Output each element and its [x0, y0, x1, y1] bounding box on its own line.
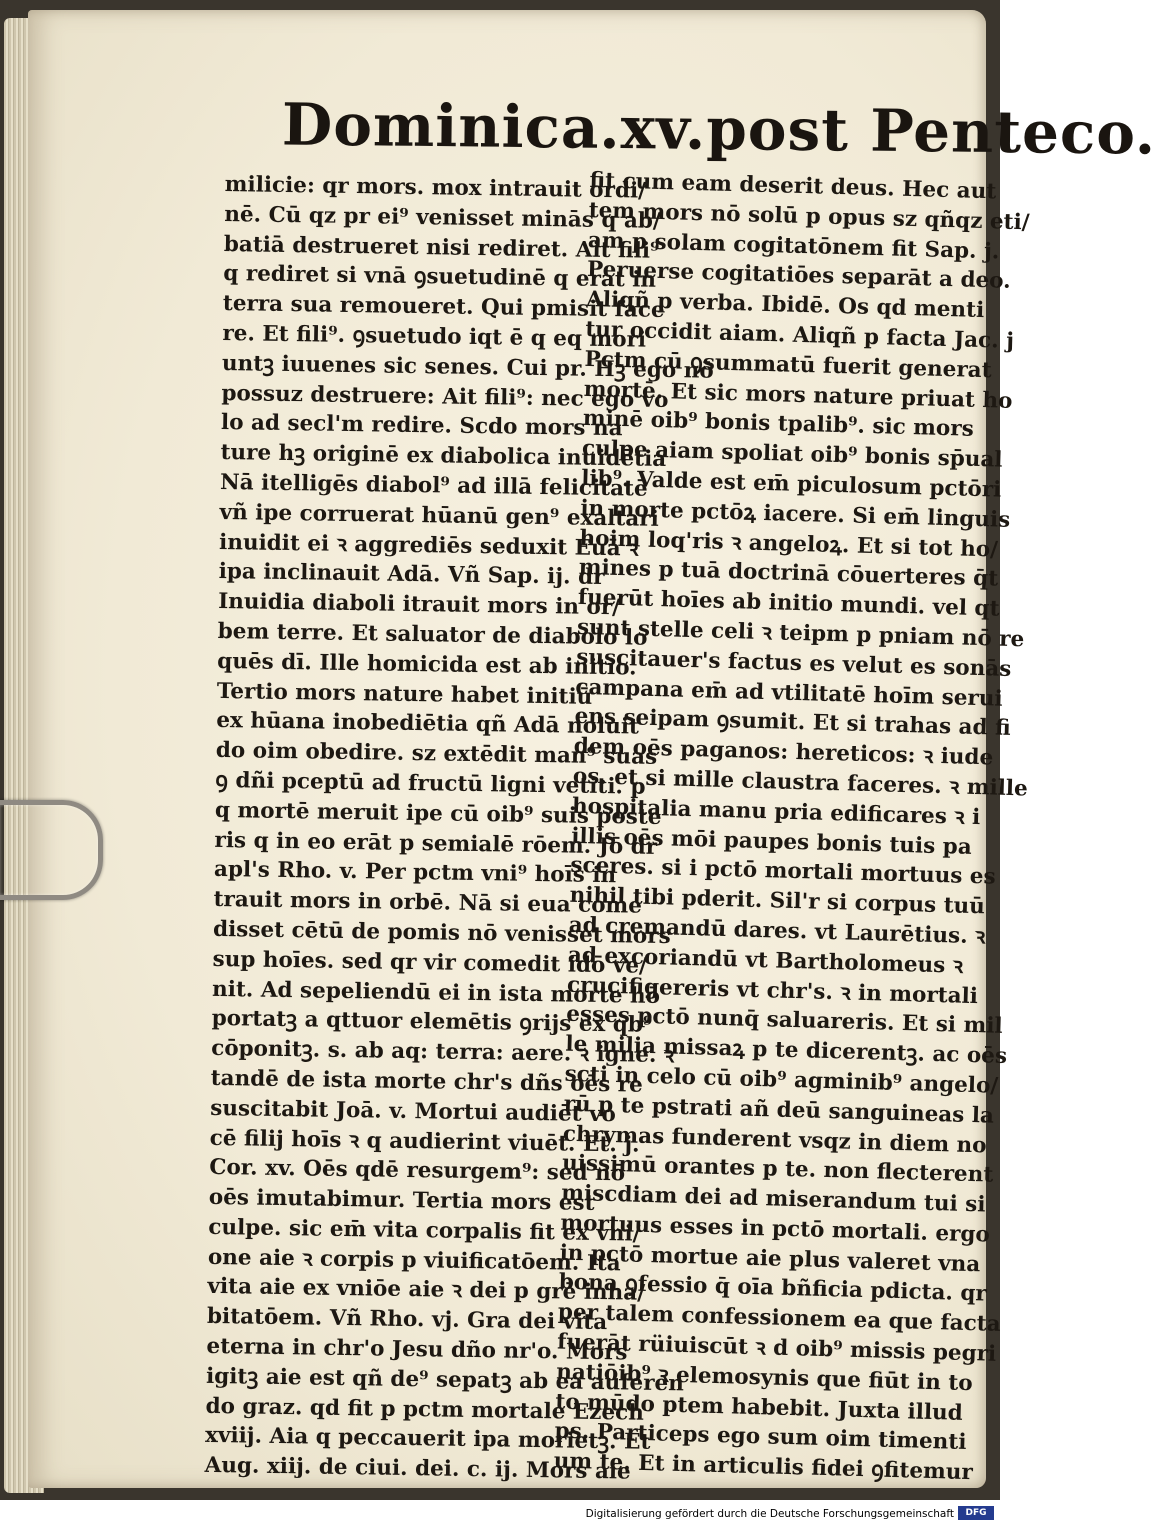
text-line: q rediret si vnā ꝯsuetudinē q erat in — [223, 261, 657, 294]
text-line: bem terre. Et saluator de diabolo lo — [217, 618, 648, 651]
text-line: hoim loq'ris ꝛ angeloꝝ. Et si tot ho/ — [579, 525, 999, 563]
text-line: Aug. xiij. de ciui. dei. c. ij. Mors aie — [204, 1453, 631, 1485]
text-line: tur occidit aiam. Aliqñ p facta Jac. j — [585, 316, 1015, 354]
text-line: vñ ipe corruerat hūanū gen⁹ exaltari — [219, 499, 659, 532]
text-line: fuerūt hoīes ab initio mundi. vel qt — [577, 584, 1000, 622]
text-line: ps. Particeps ego sum oim timenti — [554, 1418, 967, 1456]
text-line: nit. Ad sepeliendū ei in ista morte hō — [211, 976, 661, 1009]
dfg-logo: DFG — [958, 1506, 994, 1520]
text-line: tandē de ista morte chr's dñs oēs re — [210, 1065, 643, 1098]
text-line: ens seipam ꝯsumit. Et si trahas ad fi — [574, 704, 1012, 742]
text-line: ad excoriandū vt Bartholomeus ꝛ — [567, 942, 964, 979]
text-line: ad cremandū dares. vt Laurētius. ꝛ — [568, 912, 986, 950]
text-line: rū p te pstrati añ deū sanguineas la — [563, 1091, 995, 1129]
text-line: esses pctō nunq̄ saluareris. Et si mil — [565, 1001, 1003, 1040]
text-line: mortē. Et sic mors nature priuat ho — [583, 376, 1013, 414]
text-line: disset cētū de pomis nō venisset mors — [212, 916, 671, 950]
left-column — [204, 170, 714, 1487]
text-line: bona ꝯfessio q̄ oīa bñficia pdicta. qr — [558, 1270, 988, 1307]
text-line: suscitabit Joā. v. Mortui audiēt vo — [210, 1095, 617, 1127]
text-line: Peruerse cogitatiōes separāt a deo. — [586, 257, 1011, 295]
text-line: one aie ꝛ corpis p viuificatōem. Ita — [207, 1244, 621, 1277]
text-line: lib⁹. Valde est em̄ piculosum pctōri — [580, 465, 1002, 503]
text-line: terra sua remoueret. Qui pmisit face — [222, 291, 665, 324]
text-line: ipa inclinauit Adā. Vñ Sap. ij. dr — [218, 559, 605, 591]
text-line: ris q in eo erāt p semialē rōem. Jō dr — [214, 827, 658, 860]
text-line: culpe aiam spoliat oib⁹ bonis sp̄ual — [581, 436, 1003, 473]
text-line: illis oēs mōi paupes bonis tuis pa — [570, 823, 973, 860]
text-line: to mūdo ptem habebit. Juxta illud — [555, 1389, 964, 1426]
text-line: per talem confessionem ea que facta — [557, 1299, 1001, 1338]
text-line: scti in celo cū oib⁹ agminib⁹ angelo/ — [564, 1061, 999, 1099]
text-line: um te. Et in articulis fidei ꝯfitemur — [553, 1448, 974, 1486]
text-line: eterna in chr'o Jesu dño nr'o. Mors — [206, 1333, 628, 1366]
running-head: Dominica.xv.post Penteco. — [281, 90, 1157, 168]
text-line: Inuidia diaboli itrauit mors in or/ — [218, 589, 621, 621]
text-line: chrymas funderent vsqz in diem no — [562, 1121, 987, 1158]
footer-credit: Digitalisierung gefördert durch die Deutsche Forschungsgemeinschaft — [585, 1508, 954, 1520]
text-line: Pctm cū ꝯsummatū fuerit generat — [584, 346, 992, 384]
text-line: nihil tibi pderit. Sil'r si corpus tuū — [569, 882, 986, 920]
text-line: apl's Rho. v. Per pctm vni⁹ hoīs in — [213, 857, 617, 889]
text-line: culpe. sic em̄ vita corpalis fit ex vni/ — [208, 1214, 641, 1247]
text-line: possuz destruere: Ait fili⁹: nec ego vo — [221, 380, 669, 413]
text-line: milicie: qr mors. mox intrauit ordi/ — [224, 171, 647, 204]
text-line: minē oib⁹ bonis tpalib⁹. sic mors — [582, 406, 975, 443]
text-line: sunt stelle celi ꝛ teipm p pniam nō re — [576, 614, 1025, 653]
text-line: trauit mors in orbē. Nā si eua come — [213, 887, 643, 919]
text-line: mines p tuā doctrinā cōuerteres q̄t — [578, 555, 999, 592]
text-line: do graz. qd fit p pctm mortale Ezech — [205, 1393, 645, 1426]
text-line: ex hūana inobediētia qñ Adā noluit — [216, 708, 640, 740]
text-line: Cor. xv. Oēs qdē resurgem⁹: sed nō — [209, 1155, 626, 1187]
text-line: uissimū orantes p te. non flecterent — [561, 1150, 994, 1188]
text-line: portatꝫ a qttuor elemētis ꝯrijs ex qb⁹ — [211, 1006, 653, 1039]
text-line: miscdiam dei ad miserandum tui si — [560, 1180, 986, 1218]
text-line: le milia missaꝝ p te dicerentꝫ. ac oēs — [565, 1031, 1008, 1070]
text-line: Aliqñ p verba. Ibidē. Os qd menti — [585, 287, 985, 324]
text-line: natiōib⁹ ꝛ elemosynis que fiūt in to — [555, 1359, 973, 1397]
text-line: ꝯ dñi pceptū ad fructū ligni vetiti. p — [215, 767, 646, 800]
text-line: vita aie ex vniōe aie ꝛ dei p grē inha/ — [207, 1274, 646, 1307]
text-line: in pctō mortue aie plus valeret vna — [559, 1240, 981, 1278]
text-line: batiā destrueret nisi rediret. Ait fili⁹ — [223, 231, 660, 264]
text-line: dem oēs paganos: hereticos: ꝛ iude — [573, 733, 994, 771]
text-line: Nā itelligēs diabol⁹ ad illā felicitatē — [219, 469, 648, 502]
text-line: cē filij hoīs ꝛ q audierint viuēt. Et. j. — [209, 1125, 640, 1158]
text-line: nē. Cū qz pr ei⁹ venisset minās q ab/ — [224, 201, 661, 234]
text-line: sceres. si i pctō mortali mortuus es — [570, 853, 996, 890]
text-line: fuerāt rüiuiscūt ꝛ d oib⁹ missis pegri — [556, 1329, 997, 1367]
text-line: suscitauer's factus es velut es sonās — [575, 644, 1012, 682]
text-line: q mortē meruit ipe cū oib⁹ suis poste — [214, 797, 662, 830]
text-line: fit cum eam deserit deus. Hec aut — [589, 167, 997, 205]
text-line: ture hꝫ originē ex diabolica inuidētia — [220, 440, 667, 473]
text-line: sup hoīes. sed qr vir comedit idō ve/ — [212, 946, 648, 979]
text-line: cōponitꝫ. s. ab aq: terra: aere. ꝛ igne. ꝛ — [211, 1036, 675, 1069]
text-line: Tertio mors nature habet initiū — [216, 678, 593, 710]
text-line: am p solam cogitatōnem fit Sap. j. — [587, 227, 1000, 265]
text-line: mortuus esses in pctō mortali. ergo — [560, 1210, 991, 1248]
text-line: xviij. Aia q peccauerit ipa morietꝫ. Et — [204, 1423, 651, 1456]
text-line: os. et si mille claustra faceres. ꝛ mille — [572, 763, 1029, 802]
right-column — [553, 166, 1030, 1487]
text-line: hospitalia manu pria edificares ꝛ i — [571, 793, 981, 830]
text-line: campana em̄ ad vtilitatē hoīm serui — [575, 674, 1003, 712]
text-line: oēs imutabimur. Tertia mors est — [208, 1184, 595, 1217]
text-line: inuidit ei ꝛ aggrediēs seduxit Euā ꝛ — [218, 529, 639, 562]
text-line: in morte pctōꝝ iacere. Si em̄ linguis — [580, 495, 1011, 533]
text-line: quēs dī. Ille homicida est ab initio. — [217, 648, 637, 681]
paper-clip — [0, 800, 103, 900]
text-line: lo ad secl'm redire. Scdo mors na — [220, 410, 623, 442]
text-line: bitatōem. Vñ Rho. vj. Gra dei vita — [206, 1304, 608, 1336]
footer — [0, 1500, 1000, 1527]
text-line: crucifigereris vt chr's. ꝛ in mortali — [566, 972, 979, 1009]
text-line: igitꝫ aie est qñ de⁹ sepatꝫ ab ea auferen — [205, 1363, 685, 1397]
text-line: do oim obedire. sz extēdit man⁹ suas — [215, 738, 658, 770]
text-line: tem mors nō solū p opus sz qñqz eti/ — [588, 197, 1030, 236]
text-line: untꝫ iuuenes sic senes. Cui pr. Hꝫ ego nō — [221, 350, 714, 384]
text-line: re. Et fili⁹. ꝯsuetudo iqt ē q eq mori — [222, 320, 647, 353]
